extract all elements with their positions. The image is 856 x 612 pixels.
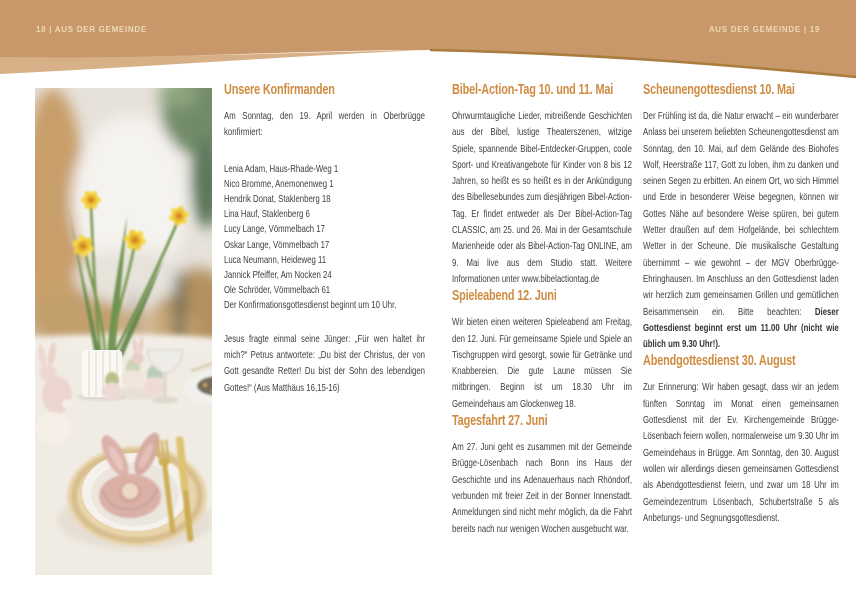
list-item: Ole Schröder, Vömmelbach 61 — [224, 285, 331, 297]
article-heading: Spieleabend 12. Juni — [452, 288, 557, 305]
article-body: Zur Erinnerung: Wir haben gesagt, dass wir an jedem fünften Sonntag im Monat einen gemeinsamen Gottesdienst mit der Ev. Kirchengemeinde Brügge-Lösenbach feiern wollen, normalerweise um 9.30 Uhr im Gemeindehaus in Brügge. Am Sonntag, den 30. August wollen wir allerdings diesen gemeinsamen Gottesdienst als Abendgottesdienst feiern, und zwar um 18 Uhr im Gemeindezentrum Lösenbach, Schubertstraße 5 als Anbetungs- und Segnungsgottesdienst. — [643, 382, 839, 524]
article-body-text: Der Frühling ist da, die Natur erwacht – ein wunderbarer Anlass bei unserem beliebten Scheunengottesdienst am Sonntag, den 10. Mai, auf dem Gelände des Biohofes Wolf, Heerstraße 117, Gott zu loben, ihm zu danken und seinen Segen zu erbitten. An einem Ort, wo sich Himmel und Erde in besonderer Weise begegnen, können wir Gottes Nähe auf besondere Weise spüren, bei gutem Wetter draußen auf dem Hofgelände, bei schlechtem Wetter in der Scheune. Die musikalische Gestaltung übernimmt – wie gewohnt – der MGV Oberbrügge-Ehringhausen. Im Anschluss an den Gottesdienst laden wir herzlich zum gemeinsamen Grillen und gemütlichen Beisammensein ein. Bitte beachten: — [643, 111, 839, 318]
list-item: Hendrik Donat, Staklenberg 18 — [224, 194, 331, 205]
article-heading: Unsere Konfirmanden — [224, 82, 335, 98]
list-item: Luca Neumann, Heideweg 11 — [224, 254, 327, 266]
article-heading: Bibel-Action-Tag 10. und 11. Mai — [452, 82, 614, 98]
article-spieleabend — [452, 288, 632, 413]
right-column — [643, 82, 839, 527]
list-item: Der Konfirmationsgottesdienst beginnt um 10 Uhr. — [224, 300, 397, 312]
list-item: Lina Hauf, Staklenberg 6 — [224, 209, 310, 221]
article-scheunengottesdienst — [643, 82, 839, 353]
page-label-left: 18 | AUS DER GEMEINDE — [36, 25, 147, 34]
article-intro: Am Sonntag, den 19. April werden in Oberbrügge konfirmiert: — [224, 111, 425, 139]
easter-table-photo — [35, 88, 212, 575]
list-item: Lucy Lange, Vömmelbach 17 — [224, 224, 325, 236]
article-body: Wir bieten einen weiteren Spieleabend am Freitag, den 12. Juni. Für gemeinsame Spiele und Spiele an Tischgruppen wird gesorgt, sowie für Getränke und Knabbereien. Die gute Laune müssen Sie mitbringen. Beginn ist um 18.30 Uhr im Gemeindehaus am Glockenweg 18. — [452, 317, 632, 410]
bible-quote: Jesus fragte einmal seine Jünger: „Für wen haltet ihr mich?“ Petrus antwortete: „Du bist der Christus, der von Gott gesandte Retter! Du bist der Sohn des lebendigen Gottes!“ (Aus Matthäus 16,15-16) — [224, 333, 425, 394]
list-item: Jannick Pfeiffer, Am Nocken 24 — [224, 270, 332, 282]
article-body: Am 27. Juni geht es zusammen mit der Gemeinde Brügge-Lösenbach nach Bonn ins Haus der Geschichte und ins Adenauerhaus nach Rhöndorf, verbunden mit freier Zeit in der Bonner Innenstadt. Anmeldungen sind nicht mehr möglich, da die Fahrt bereits nach nur wenigen Wochen ausgebucht war. — [452, 442, 632, 535]
list-item: Nico Bromme, Anemonenweg 1 — [224, 178, 334, 190]
list-item: Oskar Lange, Vömmelbach 17 — [224, 239, 330, 251]
page-label-right: AUS DER GEMEINDE | 19 — [708, 25, 820, 34]
article-heading: Scheunengottesdienst 10. Mai — [643, 82, 795, 98]
article-konfirmanden — [224, 82, 425, 397]
article-bibel-action-tag — [452, 82, 632, 288]
article-body: Ohrwurmtaugliche Lieder, mitreißende Geschichten aus der Bibel, lustige Theaterszenen, witzige Spiele, spannende Bibel-Entdecker-Gruppen, coole Sport- und Kreativangebote für Kinder von 8 bis 12 Jahren, so heißt es so heißt es in der Ankündigung des Bibellesebundes zum diesjährigen Bibel-Action-Tag. Er findet entweder als Der Bibel-Action-Tag CLASSIC, am 25. und 26. Mai in der Gesamtschule Marienheide oder als Bibel-Action-Tag ONLINE, am 9. Mai live aus dem Studio statt. Weitere Informationen unter www.bibelactiontag.de — [452, 111, 632, 285]
article-tagesfahrt — [452, 413, 632, 538]
article-heading: Tagesfahrt 27. Juni — [452, 413, 548, 430]
middle-column — [452, 82, 632, 538]
article-heading: Abendgottesdienst 30. August — [643, 353, 796, 370]
article-body — [643, 109, 839, 353]
article-abendgottesdienst — [643, 353, 839, 527]
article-body-emphasis: Dieser Gottesdienst beginnt erst um 11.00 Uhr (nicht wie üblich um 9.30 Uhr!). — [643, 306, 839, 351]
list-item: Lenia Adam, Haus-Rhade-Weg 1 — [224, 163, 339, 175]
konfirmanden-names-list — [224, 162, 425, 314]
